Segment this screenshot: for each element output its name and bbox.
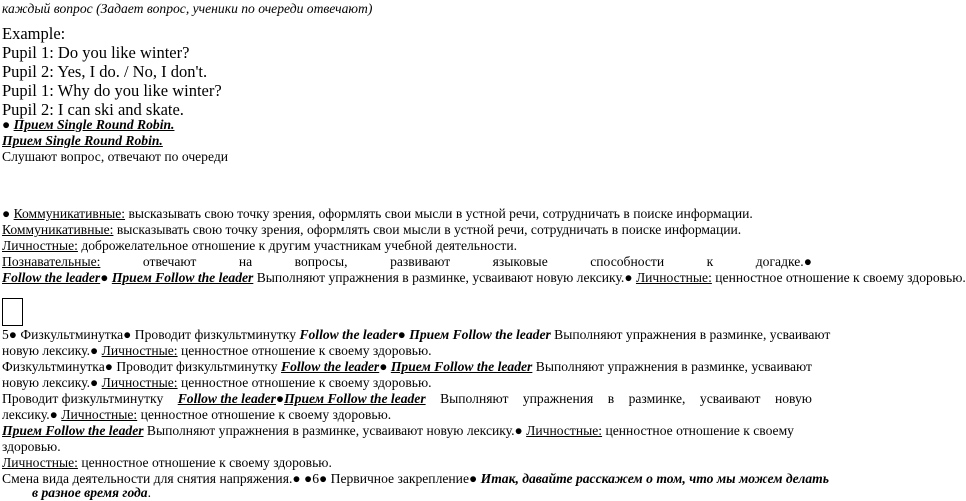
- bullet-icon: ●: [803, 254, 812, 269]
- follow-leader-label: Follow the leader: [177, 391, 276, 406]
- period: .: [147, 485, 152, 500]
- header-line: каждый вопрос (Задает вопрос, ученики по очереди отвечают): [2, 1, 373, 16]
- fm-line-3: [2, 359, 812, 375]
- pers-label: Личностные:: [2, 455, 78, 470]
- priem-line: [2, 423, 794, 439]
- cog-word: к: [706, 254, 714, 269]
- bullet-icon: ●: [292, 471, 301, 486]
- italic-text-2: в разное время года: [32, 485, 148, 500]
- bullet-icon: ●: [8, 327, 18, 342]
- follow-priem-label: Прием Follow the leader: [111, 270, 254, 285]
- conduct-word: Выполняют: [440, 391, 509, 406]
- bullet-icon: ●: [275, 391, 285, 406]
- last-line-2: [32, 485, 151, 501]
- bullet-icon: ●: [100, 270, 109, 285]
- conduct-start: Проводит физкультминутку: [2, 391, 164, 406]
- comm-text: высказывать свою точку зрения, оформлять свои мысли в устной речи, сотрудничать в поиске информации.: [116, 222, 742, 237]
- pers-label: Личностные:: [526, 423, 603, 438]
- fm-conducts: Проводит физкультминутку: [116, 359, 278, 374]
- cog-word: развивают: [390, 254, 451, 269]
- fm-line-1: [2, 327, 830, 343]
- fm-exercise: Выполняют упражнения в разминке, усваивают: [554, 327, 831, 342]
- cog-line: [2, 254, 812, 270]
- follow-line: [2, 270, 966, 286]
- priem-health: ценностное отношение к своему: [605, 423, 794, 438]
- conduct-word: новую: [774, 391, 812, 406]
- pers-health-line: [2, 455, 332, 471]
- comm-line-2: [2, 222, 741, 238]
- six-num: 6: [312, 471, 319, 486]
- example-line-2: Pupil 2: Yes, I do. / No, I don't.: [2, 62, 208, 81]
- bullet-icon: ●: [303, 471, 313, 486]
- bullet-icon: ●: [90, 375, 99, 390]
- primary-text: Первичное закрепление: [330, 471, 469, 486]
- health-text: ценностное отношение к своему здоровью.: [715, 270, 966, 285]
- pers-label: Личностные:: [101, 375, 178, 390]
- round-robin-title: Прием Single Round Robin.: [13, 117, 175, 132]
- follow-priem-label: Прием Follow the leader: [409, 327, 551, 342]
- follow-exercise: Выполняют упражнения в разминке, усваивают новую лексику.: [256, 270, 625, 285]
- bullet-icon: ●: [2, 206, 11, 221]
- follow-priem-label: Прием Follow the leader: [390, 359, 533, 374]
- italic-text-1: Итак, давайте расскажем о том, что мы можем делать: [480, 471, 829, 486]
- bullet-icon: ●: [2, 117, 11, 132]
- example-line-3: Pupil 1: Why do you like winter?: [2, 81, 222, 100]
- health-text: ценностное отношение к своему здоровью.: [81, 455, 332, 470]
- priem-line-2: здоровью.: [2, 439, 61, 454]
- bullet-icon: ●: [319, 471, 328, 486]
- conduct-word: упражнения: [522, 391, 594, 406]
- cog-word: языковые: [492, 254, 548, 269]
- follow-leader-label: Follow the leader: [2, 270, 101, 285]
- pers-label: Личностные:: [61, 407, 138, 422]
- fm-lexicon: новую лексику.: [2, 343, 91, 358]
- fm-line-2: [2, 343, 432, 359]
- listen-line: Слушают вопрос, отвечают по очереди: [2, 149, 229, 164]
- example-line-1: Pupil 1: Do you like winter?: [2, 43, 190, 62]
- pers-text: доброжелательное отношение к другим участникам учебной деятельности.: [81, 238, 518, 253]
- cog-word: вопросы,: [294, 254, 348, 269]
- fm-lexicon: новую лексику.: [2, 375, 91, 390]
- fm-exercise: Выполняют упражнения в разминке, усваивают: [535, 359, 812, 374]
- conduct-word: разминке,: [628, 391, 686, 406]
- follow-leader-label: Follow the leader: [299, 327, 398, 342]
- fm-name: Физкультминутка: [20, 327, 124, 342]
- fm-num: 5: [2, 327, 9, 342]
- change-text: Смена вида деятельности для снятия напряжения.: [2, 471, 293, 486]
- health-text: ценностное отношение к своему здоровью.: [140, 407, 392, 422]
- comm-label: Коммуникативные:: [13, 206, 126, 221]
- health-text: ценностное отношение к своему здоровью.: [180, 343, 432, 358]
- fm-conducts: Проводит физкультминутку: [134, 327, 297, 342]
- comm-text: высказывать свою точку зрения, оформлять свои мысли в устной речи, сотрудничать в поиске информации.: [128, 206, 753, 221]
- round-robin-title: Прием Single Round Robin.: [2, 133, 163, 148]
- fm-line-4: [2, 375, 432, 391]
- bullet-icon: ●: [624, 270, 633, 285]
- conduct-line-2: [2, 407, 391, 423]
- cog-word: на: [238, 254, 253, 269]
- cog-word: отвечают: [142, 254, 197, 269]
- cog-word: способности: [590, 254, 665, 269]
- pers-line: [2, 238, 517, 254]
- cog-word: догадке.: [755, 254, 804, 269]
- example-line-4: Pupil 2: I can ski and skate.: [2, 100, 184, 119]
- bullet-icon: ●: [397, 327, 406, 342]
- cog-label: Познавательные:: [2, 254, 101, 269]
- bullet-icon: ●: [90, 343, 99, 358]
- example-title: Example:: [2, 24, 66, 43]
- conduct-line: [2, 391, 812, 407]
- follow-leader-label: Follow the leader: [281, 359, 380, 374]
- comm-line-1: [2, 206, 753, 222]
- conduct-word: усваивают: [699, 391, 761, 406]
- bullet-icon: ●: [469, 471, 478, 486]
- round-robin-line-2: [2, 133, 163, 149]
- follow-priem-label: Прием Follow the leader: [2, 423, 144, 438]
- bullet-icon: ●: [104, 359, 113, 374]
- bullet-icon: ●: [514, 423, 523, 438]
- round-robin-line-1: [2, 117, 174, 133]
- bullet-icon: ●: [123, 327, 132, 342]
- fm-name: Физкультминутка: [2, 359, 105, 374]
- conduct-word: в: [607, 391, 615, 406]
- pers-label: Личностные:: [635, 270, 712, 285]
- pers-label: Личностные:: [101, 343, 178, 358]
- health-text: ценностное отношение к своему здоровью.: [180, 375, 432, 390]
- priem-mid: Выполняют упражнения в разминке, усваивают новую лексику.: [146, 423, 515, 438]
- comm-label: Коммуникативные:: [2, 222, 114, 237]
- bullet-icon: ●: [49, 407, 58, 422]
- follow-priem-label: Прием Follow the leader: [284, 391, 426, 406]
- empty-box: [2, 298, 23, 326]
- conduct-lexicon: лексику.: [2, 407, 50, 422]
- bullet-icon: ●: [379, 359, 388, 374]
- pers-label: Личностные:: [2, 238, 78, 253]
